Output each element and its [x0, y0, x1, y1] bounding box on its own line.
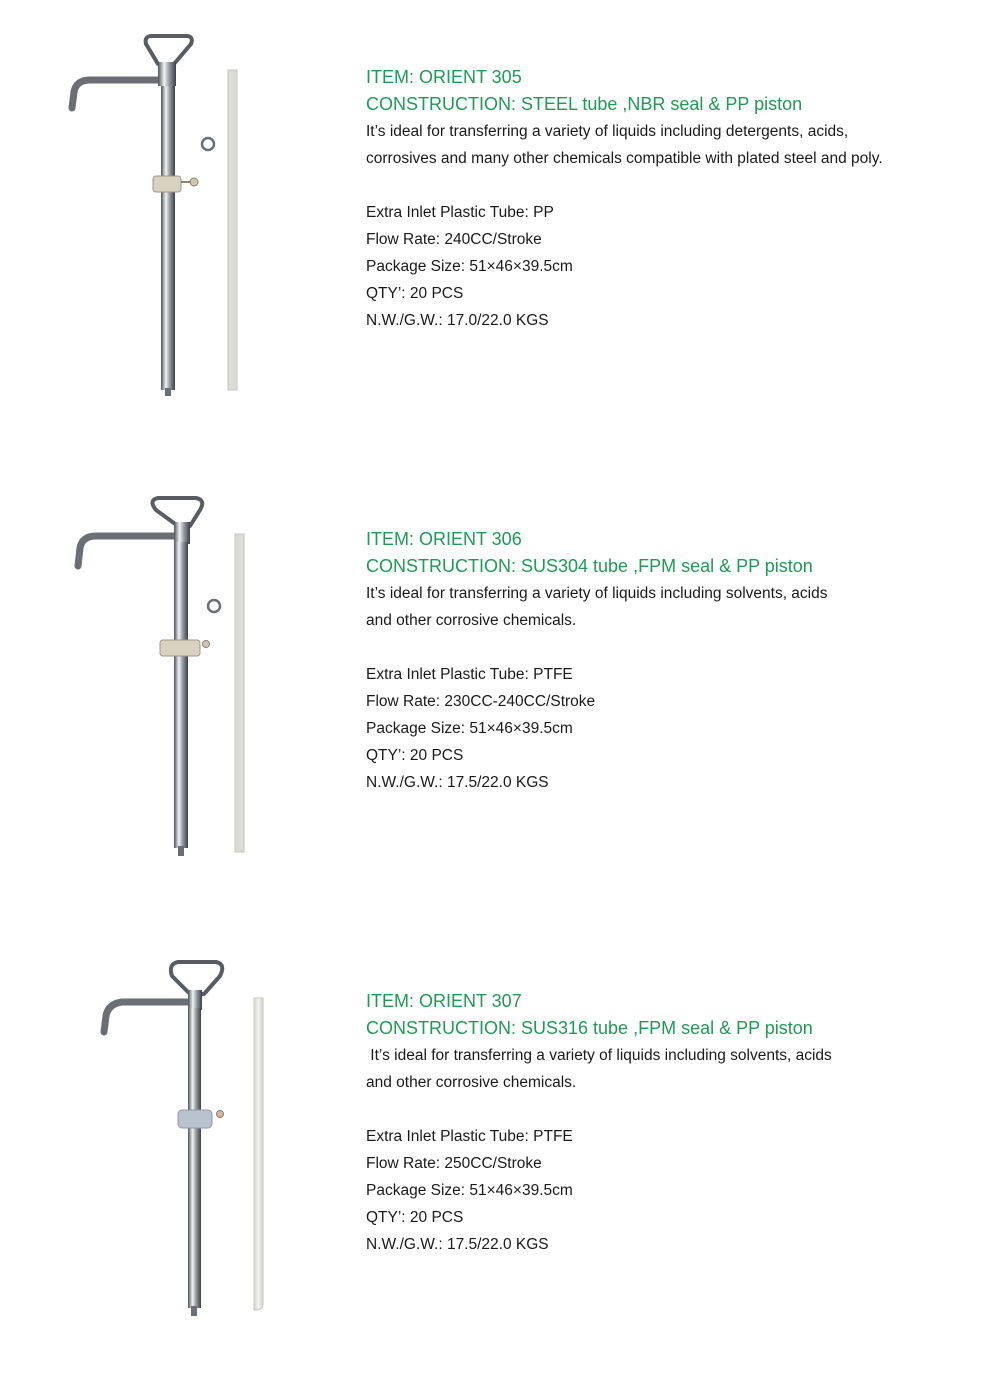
spec-inlet-tube: Extra Inlet Plastic Tube: PP	[366, 204, 554, 221]
bung-collar	[153, 176, 181, 192]
description-line: and other corrosive chemicals.	[366, 612, 577, 629]
construction-line: CONSTRUCTION: SUS304 tube ,FPM seal & PP piston	[366, 556, 813, 576]
pump-barrel	[188, 1008, 201, 1308]
spec-weight: N.W./G.W.: 17.0/22.0 KGS	[366, 312, 549, 329]
description-line: corrosives and many other chemicals compatible with plated steel and poly.	[366, 150, 883, 167]
handle-loop	[152, 498, 202, 526]
handle-loop	[171, 962, 222, 994]
spec-qty: QTY’: 20 PCS	[366, 285, 464, 302]
pump-head	[158, 62, 176, 86]
description-line: and other corrosive chemicals.	[366, 1074, 577, 1091]
inlet-tube	[228, 70, 237, 390]
spec-weight: N.W./G.W.: 17.5/22.0 KGS	[366, 1236, 549, 1253]
pump-head	[174, 522, 190, 544]
spout	[72, 80, 166, 108]
description	[366, 580, 976, 634]
product-info	[366, 64, 976, 334]
inlet-tube	[254, 998, 263, 1310]
handle-loop	[146, 36, 192, 64]
description-line: It’s ideal for transferring a variety of liquids including solvents, acids	[366, 585, 828, 602]
item-title: ITEM: ORIENT 306	[366, 529, 522, 549]
spec-flow-rate: Flow Rate: 250CC/Stroke	[366, 1155, 542, 1172]
product-info	[366, 526, 976, 796]
pump-image-orient-305	[50, 30, 300, 460]
bung-collar	[178, 1110, 212, 1128]
pump-head	[188, 990, 202, 1010]
spec-list	[366, 1123, 976, 1258]
spec-package-size: Package Size: 51×46×39.5cm	[366, 720, 573, 737]
description-line: It’s ideal for transferring a variety of liquids including detergents, acids,	[366, 123, 849, 140]
product-orient-307	[0, 958, 1000, 1398]
description	[366, 118, 976, 172]
spec-flow-rate: Flow Rate: 230CC-240CC/Stroke	[366, 693, 596, 710]
item-title: ITEM: ORIENT 307	[366, 991, 522, 1011]
spout	[104, 1002, 190, 1032]
hose-clamp	[208, 600, 220, 612]
hose-clamp	[202, 138, 214, 150]
spec-inlet-tube: Extra Inlet Plastic Tube: PTFE	[366, 666, 573, 683]
spec-flow-rate: Flow Rate: 240CC/Stroke	[366, 231, 542, 248]
spec-qty: QTY’: 20 PCS	[366, 1209, 464, 1226]
spec-inlet-tube: Extra Inlet Plastic Tube: PTFE	[366, 1128, 573, 1145]
product-info	[366, 988, 976, 1258]
spec-list	[366, 199, 976, 334]
description	[366, 1042, 976, 1096]
spec-package-size: Package Size: 51×46×39.5cm	[366, 1182, 573, 1199]
spec-qty: QTY’: 20 PCS	[366, 747, 464, 764]
product-orient-305	[0, 30, 1000, 470]
pump-barrel	[161, 86, 175, 390]
item-title: ITEM: ORIENT 305	[366, 67, 522, 87]
pump-image-orient-307	[50, 958, 300, 1388]
spec-package-size: Package Size: 51×46×39.5cm	[366, 258, 573, 275]
product-orient-306	[0, 492, 1000, 932]
pump-barrel	[174, 542, 188, 848]
spout	[78, 536, 176, 566]
spec-list	[366, 661, 976, 796]
construction-line: CONSTRUCTION: SUS316 tube ,FPM seal & PP piston	[366, 1018, 813, 1038]
spec-weight: N.W./G.W.: 17.5/22.0 KGS	[366, 774, 549, 791]
inlet-tube	[235, 534, 244, 852]
construction-line: CONSTRUCTION: STEEL tube ,NBR seal & PP piston	[366, 94, 803, 114]
description-line: It’s ideal for transferring a variety of liquids including solvents, acids	[366, 1047, 832, 1064]
pump-image-orient-306	[50, 492, 300, 922]
bung-collar	[160, 640, 200, 656]
